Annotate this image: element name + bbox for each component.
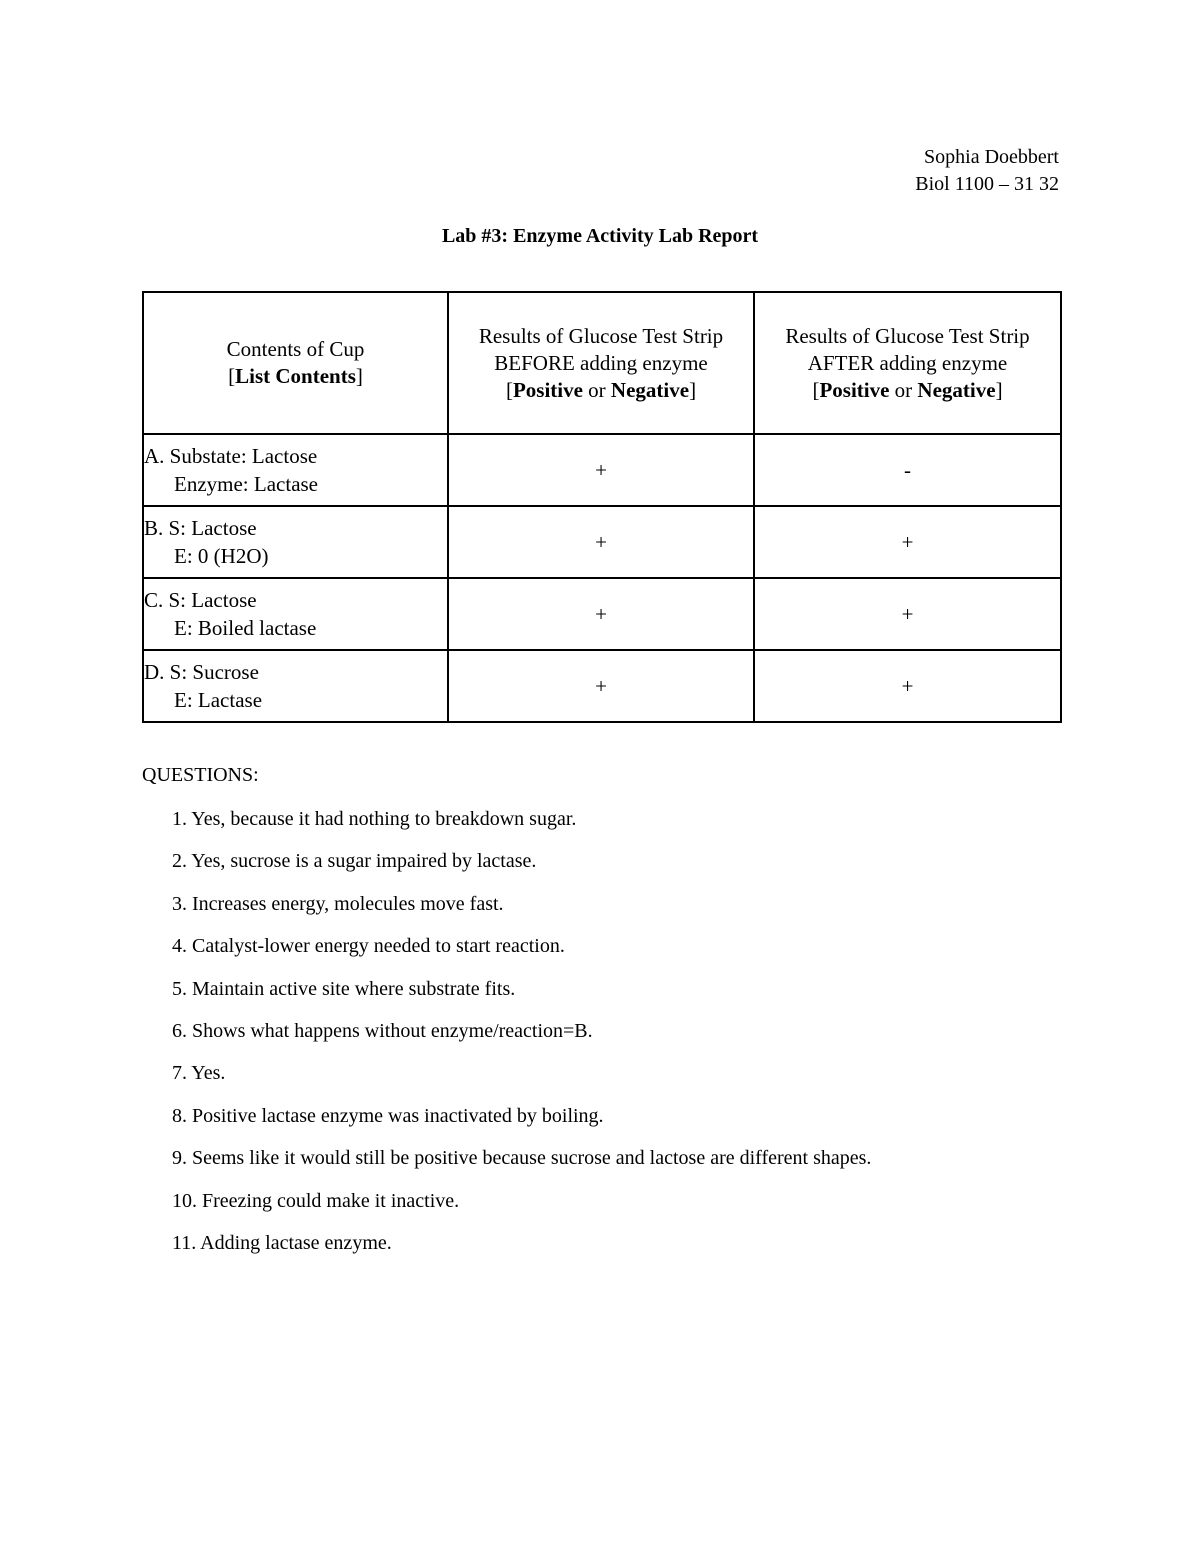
result-before-cell: + bbox=[448, 434, 754, 506]
substrate-line: C. S: Lactose bbox=[144, 588, 257, 612]
answers-list bbox=[172, 807, 871, 1273]
list-item: 10. Freezing could make it inactive. bbox=[172, 1189, 460, 1212]
bracket-close: ] bbox=[355, 364, 363, 388]
list-item: 6. Shows what happens without enzyme/reaction=B. bbox=[172, 1019, 593, 1042]
header-line: AFTER adding enzyme bbox=[807, 350, 1008, 375]
cup-contents-cell bbox=[143, 434, 448, 506]
header-bracket-line bbox=[144, 363, 447, 390]
list-item: 11. Adding lactase enzyme. bbox=[172, 1231, 392, 1254]
list-item: 8. Positive lactase enzyme was inactivated by boiling. bbox=[172, 1104, 604, 1127]
result-after-cell: + bbox=[754, 578, 1061, 650]
bracket-open: [ bbox=[505, 377, 513, 402]
list-item: 1. Yes, because it had nothing to breakdown sugar. bbox=[172, 808, 577, 830]
enzyme-line: Enzyme: Lactase bbox=[174, 472, 319, 496]
cup-contents-cell bbox=[143, 506, 448, 578]
result-after-cell: - bbox=[754, 434, 1061, 506]
cup-contents-cell bbox=[143, 650, 448, 722]
header-bold-term: Positive bbox=[512, 377, 583, 402]
header-bracket-line bbox=[449, 377, 753, 404]
header-line: Results of Glucose Test Strip bbox=[478, 323, 724, 348]
bracket-open: [ bbox=[812, 377, 820, 402]
author-header bbox=[915, 144, 1059, 198]
header-connector: or bbox=[889, 377, 918, 402]
result-before-cell: + bbox=[448, 650, 754, 722]
substrate-line: B. S: Lactose bbox=[144, 516, 257, 540]
header-bracket-line bbox=[755, 377, 1060, 404]
table-row bbox=[143, 434, 1061, 506]
header-line: Results of Glucose Test Strip bbox=[785, 323, 1030, 348]
header-bold-term: Negative bbox=[610, 377, 690, 402]
course-code: Biol 1100 – 31 32 bbox=[915, 173, 1059, 195]
author-name: Sophia Doebbert bbox=[924, 146, 1059, 168]
substrate-line: D. S: Sucrose bbox=[144, 660, 259, 684]
result-before-cell: + bbox=[448, 506, 754, 578]
table-row bbox=[143, 578, 1061, 650]
result-after-cell: + bbox=[754, 506, 1061, 578]
result-after-cell: + bbox=[754, 650, 1061, 722]
header-bold-term: List Contents bbox=[235, 364, 356, 388]
table-row bbox=[143, 650, 1061, 722]
header-bold-term: Positive bbox=[819, 377, 890, 402]
substrate-line: A. Substate: Lactose bbox=[144, 444, 318, 468]
list-item: 4. Catalyst-lower energy needed to start reaction. bbox=[172, 935, 565, 958]
table-row bbox=[143, 506, 1061, 578]
list-item: 2. Yes, sucrose is a sugar impaired by lactase. bbox=[172, 850, 537, 873]
header-contents-of-cup bbox=[143, 292, 448, 434]
questions-heading: QUESTIONS: bbox=[142, 764, 259, 786]
header-line: BEFORE adding enzyme bbox=[494, 350, 708, 375]
enzyme-line: E: 0 (H2O) bbox=[174, 544, 269, 568]
header-results-after bbox=[754, 292, 1061, 434]
enzyme-line: E: Lactase bbox=[174, 688, 263, 712]
bracket-close: ] bbox=[995, 377, 1003, 402]
list-item: 7. Yes. bbox=[172, 1062, 226, 1085]
list-item: 3. Increases energy, molecules move fast. bbox=[172, 892, 504, 915]
list-item: 5. Maintain active site where substrate fits. bbox=[172, 977, 516, 1000]
results-table bbox=[142, 291, 1062, 723]
cup-contents-cell bbox=[143, 578, 448, 650]
header-results-before bbox=[448, 292, 754, 434]
report-title: Lab #3: Enzyme Activity Lab Report bbox=[441, 225, 759, 247]
bracket-open: [ bbox=[228, 364, 236, 388]
header-connector: or bbox=[582, 377, 611, 402]
result-before-cell: + bbox=[448, 578, 754, 650]
table-header-row bbox=[143, 292, 1061, 434]
list-item: 9. Seems like it would still be positive because sucrose and lactose are different shapes. bbox=[172, 1147, 872, 1170]
enzyme-line: E: Boiled lactase bbox=[174, 616, 317, 640]
bracket-close: ] bbox=[689, 377, 697, 402]
header-bold-term: Negative bbox=[917, 377, 996, 402]
header-line: Contents of Cup bbox=[226, 337, 365, 361]
